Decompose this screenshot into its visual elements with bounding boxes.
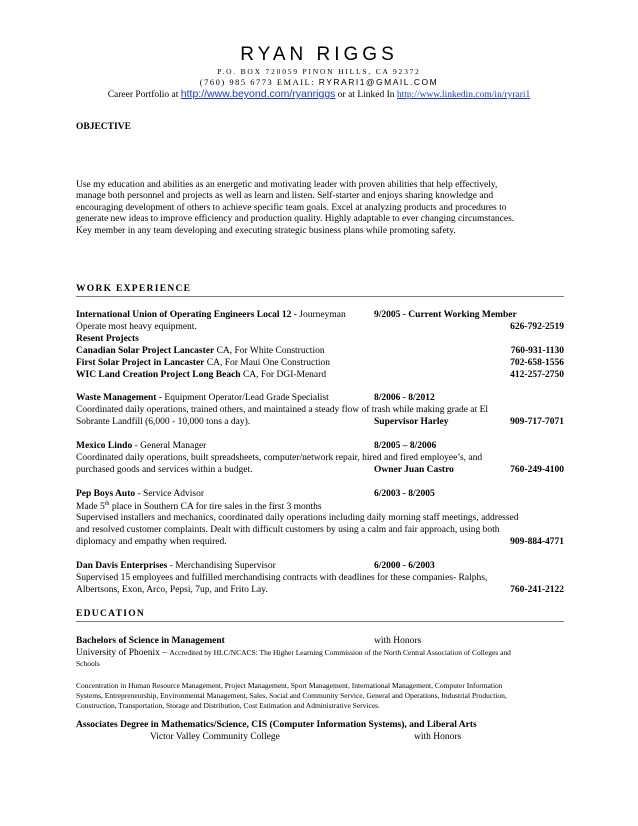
phone-email-label: (760) 985 6773 EMAIL: xyxy=(199,77,316,87)
assoc-honors: with Honors xyxy=(414,732,462,742)
job-pepboys-line xyxy=(76,501,564,513)
job-role: Equipment Operator/Lead Grade Specialist xyxy=(162,393,329,403)
project-phone: 760-931-1130 xyxy=(510,346,564,356)
assoc-degree-title: Associates Degree in Mathematics/Science, CIS (Computer Information Systems), and Liberal Arts xyxy=(76,720,477,730)
objective-text xyxy=(76,180,564,237)
job-mexico-line xyxy=(76,453,564,465)
degree-title: Bachelors of Science in Management xyxy=(76,636,225,646)
job-mexico-line xyxy=(76,465,564,477)
job-dates: 8/2006 - 8/2012 xyxy=(374,393,435,403)
job-description: Albertsons, Exon, Arco, Pepsi, 7up, and Frito Lay. xyxy=(76,585,268,595)
job-dandavis-line xyxy=(76,585,564,597)
job-phone: 760-241-2122 xyxy=(510,585,564,595)
job-contact: Owner Juan Castro xyxy=(374,465,454,475)
education-heading: EDUCATION xyxy=(76,609,564,622)
job-phone: 909-884-4771 xyxy=(510,537,564,547)
assoc-degree-row xyxy=(76,720,564,732)
job-contact: Supervisor Harley xyxy=(374,417,449,427)
concentration-text: Concentration in Human Resource Management, Project Management, Sport Management, International Management, Computer Information xyxy=(76,681,503,690)
projects-heading-row xyxy=(76,334,564,346)
job-phone: 760-249-4100 xyxy=(510,465,564,475)
job-iuoe-title-row xyxy=(76,310,564,322)
job-description: diplomacy and empathy when required. xyxy=(76,537,227,547)
portfolio-prefix: Career Portfolio at xyxy=(107,90,179,100)
job-role: - Service Advisor xyxy=(135,489,204,499)
school-name: University of Phoenix – xyxy=(76,648,168,658)
objective-line: Use my education and abilities as an energetic and motivating leader with proven abilities that help effectively, xyxy=(76,180,498,190)
job-waste-title-row xyxy=(76,393,564,405)
project-detail: CA, For White Construction xyxy=(214,346,325,356)
project-row xyxy=(76,358,564,370)
project-name: WIC Land Creation Project Long Beach xyxy=(76,370,241,380)
concentration-row xyxy=(76,701,564,713)
portfolio-line xyxy=(0,88,638,100)
project-phone: 702-658-1556 xyxy=(510,358,564,368)
objective-line: encouraging development of others to achieve specific team goals. Excel at analyzing products and procedures to xyxy=(76,202,507,213)
job-description: Sobrante Landfill (6,000 - 10,000 tons a day). xyxy=(76,417,251,427)
projects-heading: Resent Projects xyxy=(76,334,139,344)
job-description: Coordinated daily operations, built spreadsheets, computer/network repair, hired and fired employee’s, and xyxy=(76,453,483,463)
job-description: Supervised installers and mechanics, coordinated daily operations including daily morning staff meetings, addressed xyxy=(76,513,519,523)
job-role: - Merchandising Supervisor xyxy=(167,561,276,571)
objective-line: generate new ideas to improve efficiency and production quality. Highly adaptable to ever changing circumstances. xyxy=(76,214,515,225)
job-pepboys-line xyxy=(76,513,564,525)
objective-line: manage both personnel and projects as well as learn and listen. Self-starter and enjoys sharing knowledge and xyxy=(76,191,494,202)
job-org: International Union of Operating Engineers Local 12 - xyxy=(76,310,297,320)
job-dates: 9/2005 - Current Working Member xyxy=(374,310,517,320)
job-pepboys-title-row xyxy=(76,489,564,501)
job-pepboys-line xyxy=(76,537,564,549)
job-org: Dan Davis Enterprises xyxy=(76,561,168,571)
job-role: - General Manager xyxy=(132,441,207,451)
job-description: place in Southern CA for tire sales in the first 3 months xyxy=(109,502,322,513)
job-waste-line xyxy=(76,405,564,417)
accreditation-text: Accredited by HLC/NCACS: The Higher Learning Commission of the North Central Association of Colleges and xyxy=(169,648,511,657)
email-address[interactable]: RYRARI1@GMAIL.COM xyxy=(318,77,439,87)
linkedin-link[interactable]: http://www.linkedin.com/in/ryrari1 xyxy=(396,90,531,100)
job-pepboys-line xyxy=(76,525,564,537)
job-dates: 6/2003 - 8/2005 xyxy=(374,489,435,499)
project-row xyxy=(76,370,564,382)
ordinal-suffix: th xyxy=(104,501,110,507)
concentration-text: Systems, Entrepreneurship, Environmental Management, Sales, Social and Community Service, General and Operations, Industrial Production, xyxy=(76,691,507,700)
job-dates: 6/2000 - 6/2003 xyxy=(374,561,435,571)
objective-line: Key member in any team developing and executing strategic business plans while promoting safety. xyxy=(76,225,456,236)
concentration-text: Construction, Transportation, Storage and Distribution, Cost Estimation and Administrative Services. xyxy=(76,701,380,710)
project-detail: CA, For Maui One Construction xyxy=(204,358,331,368)
job-role: Journeyman xyxy=(296,310,346,320)
candidate-name: RYAN RIGGS xyxy=(240,44,398,65)
job-org: Mexico Lindo xyxy=(76,441,133,451)
job-waste-line xyxy=(76,417,564,429)
job-org: Waste Management - xyxy=(76,393,163,403)
job-description: Supervised 15 employees and fulfilled merchandising contracts with deadlines for these companies- Ralphs, xyxy=(76,573,488,583)
objective-heading: OBJECTIVE xyxy=(76,122,131,132)
project-row xyxy=(76,346,564,358)
degree-honors: with Honors xyxy=(374,636,422,646)
linkedin-prefix: or at Linked In xyxy=(337,90,395,100)
job-dandavis-line xyxy=(76,573,564,585)
accreditation-text: Schools xyxy=(76,659,100,668)
project-name: First Solar Project in Lancaster xyxy=(76,358,205,368)
job-description: purchased goods and services within a budget. xyxy=(76,465,253,475)
job-phone: 626-792-2519 xyxy=(510,322,564,332)
project-phone: 412-257-2750 xyxy=(510,370,564,380)
project-name: Canadian Solar Project Lancaster xyxy=(76,346,215,356)
job-description: Coordinated daily operations, trained others, and maintained a steady flow of trash while making grade at El xyxy=(76,405,489,415)
job-dates: 8/2005 – 8/2006 xyxy=(374,441,437,451)
accreditation-row xyxy=(76,659,564,671)
job-description: Made 5 xyxy=(76,502,105,513)
work-experience-heading: WORK EXPERIENCE xyxy=(76,284,564,297)
job-description: and resolved customer complaints. Dealt with difficult customers by using a calm and fair approach, using both xyxy=(76,525,500,535)
job-phone: 909-717-7071 xyxy=(510,417,564,427)
job-description: Operate most heavy equipment. xyxy=(76,322,197,332)
contact-line xyxy=(0,77,638,87)
job-iuoe-desc-row xyxy=(76,322,564,334)
mailing-address: P.O. BOX 720059 PINON HILLS, CA 92372 xyxy=(217,67,421,76)
portfolio-link[interactable]: http://www.beyond.com/ryanriggs xyxy=(180,88,336,100)
project-detail: CA, For DGI-Menard xyxy=(240,370,327,380)
job-org: Pep Boys Auto xyxy=(76,489,136,499)
assoc-school-name: Victor Valley Community College xyxy=(150,732,280,742)
job-mexico-title-row xyxy=(76,441,564,453)
job-dandavis-title-row xyxy=(76,561,564,573)
degree-row xyxy=(76,636,564,648)
assoc-school-row xyxy=(76,732,564,744)
